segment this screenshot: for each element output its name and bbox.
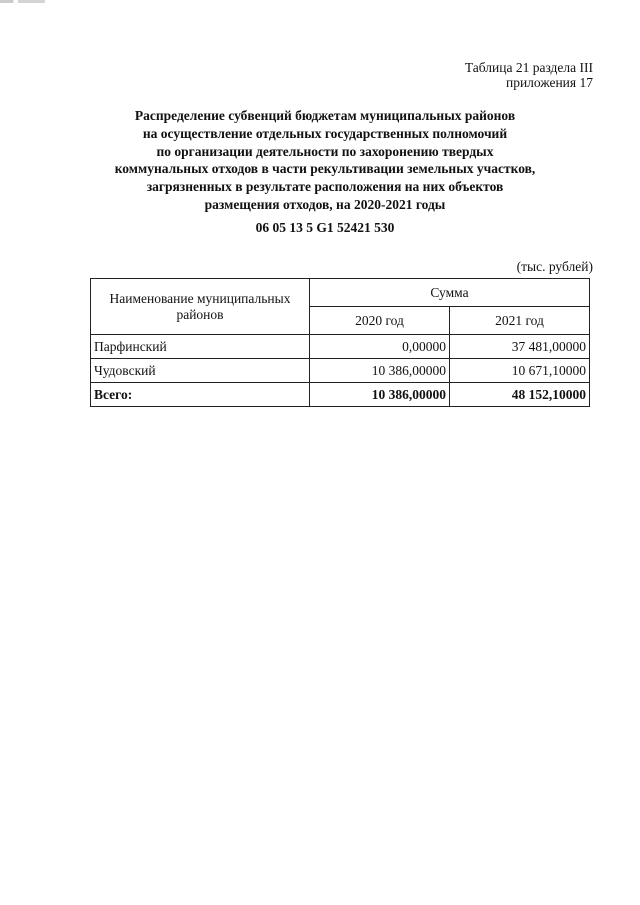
amount-2021: 37 481,00000: [450, 335, 590, 359]
budget-classification-code: 06 05 13 5 G1 52421 530: [255, 220, 395, 235]
title-line: на осуществление отдельных государственных полномочий: [142, 125, 508, 141]
table-row: [91, 335, 590, 359]
title-line: по организации деятельности по захоронению твердых: [156, 143, 494, 159]
region-name: Парфинский: [91, 335, 310, 359]
title-line: загрязненных в результате расположения на них объектов: [146, 179, 504, 195]
header-year-2021: 2021 год: [450, 307, 590, 335]
total-2021: 48 152,10000: [450, 383, 590, 407]
total-row: [91, 383, 590, 407]
amount-2021: 10 671,10000: [450, 359, 590, 383]
scan-artifact: [0, 0, 45, 3]
header-sum: Сумма: [310, 279, 590, 307]
reference-line-2: приложения 17: [505, 75, 593, 90]
units-note: (тыс. рублей): [516, 259, 593, 274]
title-line: Распределение субвенций бюджетам муниципальных районов: [134, 108, 516, 123]
document-title: [60, 107, 590, 214]
amount-2020: 10 386,00000: [310, 359, 450, 383]
subvention-table: [90, 278, 590, 407]
header-region-name: Наименование муниципальных районов: [91, 279, 310, 335]
total-label: Всего:: [91, 383, 310, 407]
table-row: [91, 359, 590, 383]
table-reference: [465, 60, 593, 90]
title-line: размещения отходов, на 2020-2021 годы: [204, 196, 446, 212]
reference-line-1: Таблица 21 раздела III: [464, 60, 593, 75]
region-name: Чудовский: [91, 359, 310, 383]
total-2020: 10 386,00000: [310, 383, 450, 407]
title-line: коммунальных отходов в части рекультивации земельных участков,: [114, 161, 536, 177]
table-header-row: [91, 279, 590, 307]
header-year-2020: 2020 год: [310, 307, 450, 335]
amount-2020: 0,00000: [310, 335, 450, 359]
